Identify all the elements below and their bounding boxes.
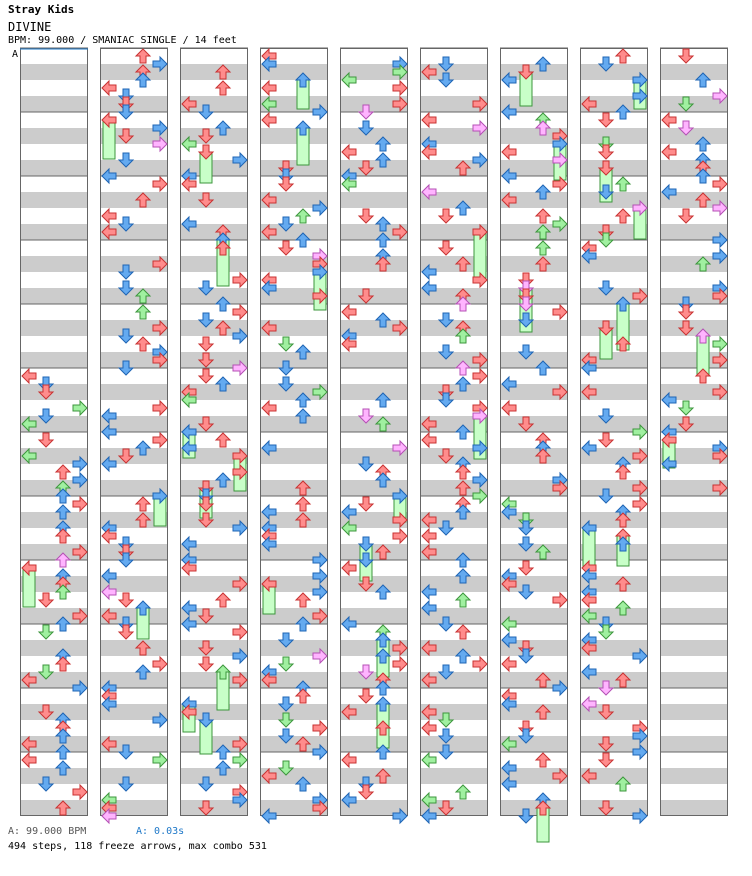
chart-column (20, 48, 88, 816)
song-title: DIVINE (8, 20, 52, 34)
offset-marker: A (12, 49, 19, 60)
bpm-readout: A: 99.000 BPM (8, 826, 87, 837)
chart-column (340, 48, 408, 816)
artist-name: Stray Kids (8, 3, 75, 16)
chart-stats: 494 steps, 118 freeze arrows, max combo 531 (8, 841, 267, 852)
offset-readout: A: 0.03s (136, 826, 185, 837)
chart-info: BPM: 99.000 / SMANIAC SINGLE / 14 feet (8, 35, 237, 46)
chart-column (260, 48, 328, 816)
